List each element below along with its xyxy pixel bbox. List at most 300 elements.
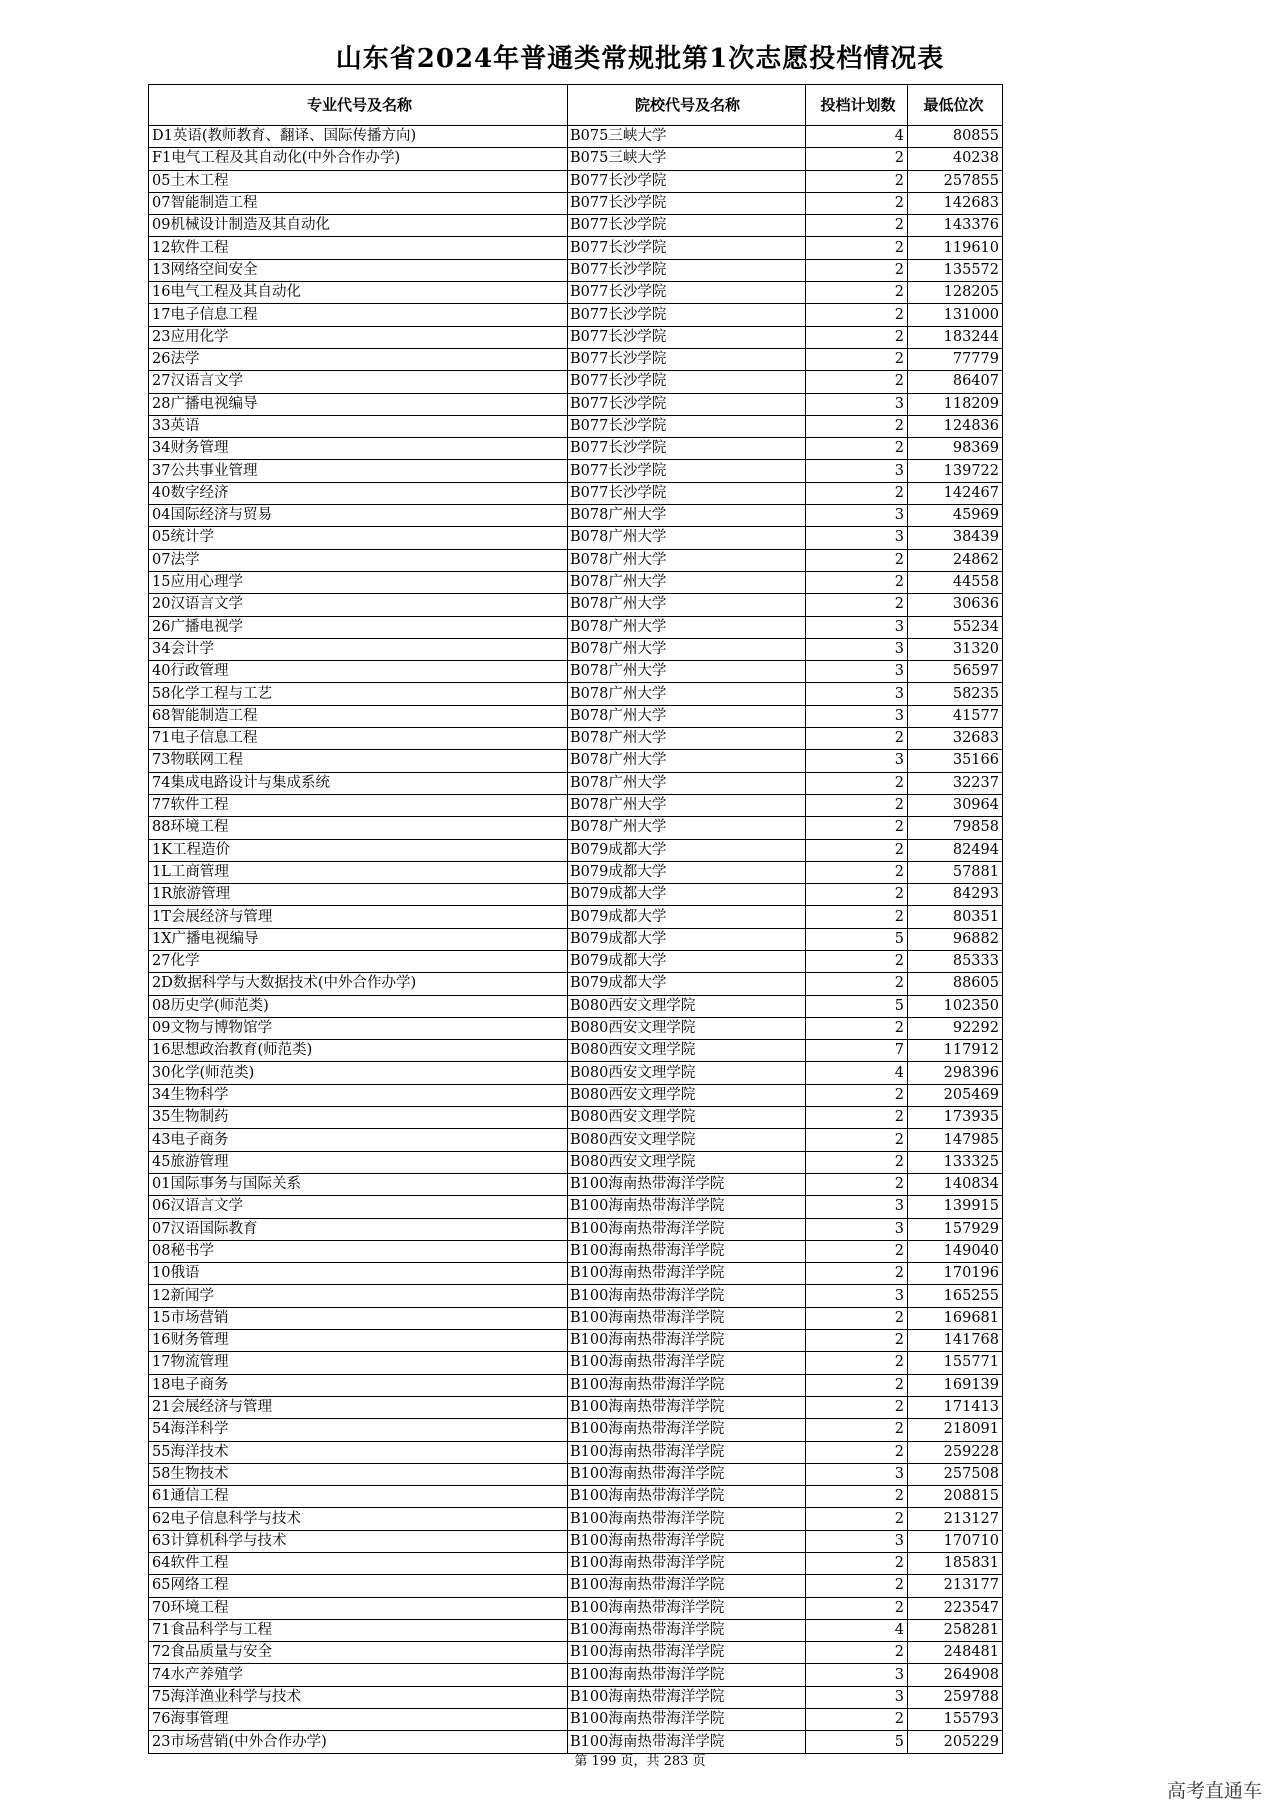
- cell-school: B077长沙学院: [568, 215, 806, 237]
- cell-school: B100海南热带海洋学院: [568, 1686, 806, 1708]
- cell-plan-count: 2: [806, 282, 908, 304]
- table-row: [149, 750, 1003, 772]
- table-row: [149, 1441, 1003, 1463]
- cell-major: 73物联网工程: [149, 750, 568, 772]
- cell-major: 08秘书学: [149, 1240, 568, 1262]
- cell-major: 45旅游管理: [149, 1151, 568, 1173]
- cell-min-rank: 30964: [908, 794, 1003, 816]
- cell-plan-count: 3: [806, 505, 908, 527]
- table-row: [149, 1196, 1003, 1218]
- table-row: [149, 772, 1003, 794]
- cell-school: B077长沙学院: [568, 326, 806, 348]
- cell-plan-count: 2: [806, 482, 908, 504]
- cell-major: 30化学(师范类): [149, 1062, 568, 1084]
- cell-min-rank: 140834: [908, 1173, 1003, 1195]
- table-row: [149, 215, 1003, 237]
- cell-plan-count: 2: [806, 1263, 908, 1285]
- table-row: [149, 1240, 1003, 1262]
- cell-min-rank: 86407: [908, 371, 1003, 393]
- cell-plan-count: 3: [806, 1196, 908, 1218]
- cell-school: B100海南热带海洋学院: [568, 1553, 806, 1575]
- table-row: [149, 638, 1003, 660]
- cell-major: 71电子信息工程: [149, 728, 568, 750]
- table-row: [149, 906, 1003, 928]
- cell-major: 16财务管理: [149, 1330, 568, 1352]
- table-row: [149, 393, 1003, 415]
- cell-min-rank: 124836: [908, 415, 1003, 437]
- table-row: [149, 861, 1003, 883]
- page-footer: 第 199 页，共 283 页: [574, 1754, 706, 1769]
- cell-major: 58化学工程与工艺: [149, 683, 568, 705]
- cell-school: B078广州大学: [568, 616, 806, 638]
- table-row: [149, 1619, 1003, 1641]
- cell-school: B077长沙学院: [568, 237, 806, 259]
- cell-major: 71食品科学与工程: [149, 1619, 568, 1641]
- cell-school: B100海南热带海洋学院: [568, 1575, 806, 1597]
- table-row: [149, 817, 1003, 839]
- cell-min-rank: 142467: [908, 482, 1003, 504]
- cell-plan-count: 3: [806, 750, 908, 772]
- cell-min-rank: 35166: [908, 750, 1003, 772]
- cell-plan-count: 2: [806, 906, 908, 928]
- table-row: [149, 304, 1003, 326]
- cell-min-rank: 155771: [908, 1352, 1003, 1374]
- cell-major: 16思想政治教育(师范类): [149, 1040, 568, 1062]
- table-row: [149, 148, 1003, 170]
- cell-major: 1R旅游管理: [149, 884, 568, 906]
- cell-min-rank: 102350: [908, 995, 1003, 1017]
- cell-plan-count: 2: [806, 1240, 908, 1262]
- cell-plan-count: 2: [806, 1419, 908, 1441]
- table-row: [149, 1285, 1003, 1307]
- cell-plan-count: 2: [806, 884, 908, 906]
- cell-plan-count: 3: [806, 705, 908, 727]
- cell-major: 70环境工程: [149, 1597, 568, 1619]
- cell-plan-count: 2: [806, 772, 908, 794]
- table-row: [149, 192, 1003, 214]
- cell-school: B079成都大学: [568, 839, 806, 861]
- cell-school: B077长沙学院: [568, 393, 806, 415]
- cell-plan-count: 2: [806, 1553, 908, 1575]
- cell-plan-count: 3: [806, 1664, 908, 1686]
- cell-school: B079成都大学: [568, 950, 806, 972]
- cell-plan-count: 2: [806, 571, 908, 593]
- cell-school: B079成都大学: [568, 861, 806, 883]
- cell-school: B100海南热带海洋学院: [568, 1486, 806, 1508]
- cell-major: 40行政管理: [149, 661, 568, 683]
- cell-plan-count: 2: [806, 594, 908, 616]
- table-row: [149, 326, 1003, 348]
- header-plan-count: 投档计划数: [806, 85, 908, 126]
- cell-min-rank: 170710: [908, 1530, 1003, 1552]
- cell-plan-count: 2: [806, 371, 908, 393]
- table-row: [149, 928, 1003, 950]
- table-row: [149, 661, 1003, 683]
- cell-plan-count: 2: [806, 148, 908, 170]
- cell-min-rank: 57881: [908, 861, 1003, 883]
- cell-min-rank: 208815: [908, 1486, 1003, 1508]
- table-row: [149, 549, 1003, 571]
- cell-school: B100海南热带海洋学院: [568, 1709, 806, 1731]
- cell-min-rank: 96882: [908, 928, 1003, 950]
- cell-plan-count: 2: [806, 237, 908, 259]
- table-row: [149, 973, 1003, 995]
- cell-major: 43电子商务: [149, 1129, 568, 1151]
- cell-plan-count: 2: [806, 1597, 908, 1619]
- table-row: [149, 1463, 1003, 1485]
- cell-min-rank: 128205: [908, 282, 1003, 304]
- cell-school: B080西安文理学院: [568, 1129, 806, 1151]
- cell-school: B078广州大学: [568, 549, 806, 571]
- cell-major: 13网络空间安全: [149, 259, 568, 281]
- cell-school: B100海南热带海洋学院: [568, 1463, 806, 1485]
- cell-school: B079成都大学: [568, 928, 806, 950]
- cell-school: B100海南热带海洋学院: [568, 1619, 806, 1641]
- table-row: [149, 1352, 1003, 1374]
- cell-school: B100海南热带海洋学院: [568, 1664, 806, 1686]
- cell-major: 33英语: [149, 415, 568, 437]
- cell-school: B080西安文理学院: [568, 1084, 806, 1106]
- admission-table: [148, 84, 1003, 1754]
- cell-school: B100海南热带海洋学院: [568, 1441, 806, 1463]
- cell-plan-count: 5: [806, 928, 908, 950]
- cell-major: 68智能制造工程: [149, 705, 568, 727]
- table-row: [149, 839, 1003, 861]
- cell-min-rank: 58235: [908, 683, 1003, 705]
- cell-plan-count: 2: [806, 1486, 908, 1508]
- cell-school: B077长沙学院: [568, 415, 806, 437]
- cell-major: 12软件工程: [149, 237, 568, 259]
- cell-min-rank: 133325: [908, 1151, 1003, 1173]
- table-row: [149, 1151, 1003, 1173]
- cell-min-rank: 165255: [908, 1285, 1003, 1307]
- cell-min-rank: 24862: [908, 549, 1003, 571]
- cell-plan-count: 3: [806, 460, 908, 482]
- table-row: [149, 527, 1003, 549]
- table-row: [149, 1709, 1003, 1731]
- cell-plan-count: 2: [806, 415, 908, 437]
- cell-min-rank: 88605: [908, 973, 1003, 995]
- cell-plan-count: 4: [806, 126, 908, 148]
- cell-min-rank: 32683: [908, 728, 1003, 750]
- cell-min-rank: 155793: [908, 1709, 1003, 1731]
- cell-min-rank: 139722: [908, 460, 1003, 482]
- cell-min-rank: 38439: [908, 527, 1003, 549]
- cell-school: B100海南热带海洋学院: [568, 1285, 806, 1307]
- table-row: [149, 505, 1003, 527]
- cell-plan-count: 3: [806, 1686, 908, 1708]
- cell-school: B077长沙学院: [568, 460, 806, 482]
- table-row: [149, 950, 1003, 972]
- cell-major: 34生物科学: [149, 1084, 568, 1106]
- cell-min-rank: 169139: [908, 1374, 1003, 1396]
- cell-min-rank: 141768: [908, 1330, 1003, 1352]
- cell-major: 06汉语言文学: [149, 1196, 568, 1218]
- cell-school: B079成都大学: [568, 906, 806, 928]
- cell-min-rank: 264908: [908, 1664, 1003, 1686]
- table-row: [149, 348, 1003, 370]
- cell-min-rank: 119610: [908, 237, 1003, 259]
- cell-major: 1T会展经济与管理: [149, 906, 568, 928]
- cell-plan-count: 2: [806, 1508, 908, 1530]
- cell-min-rank: 131000: [908, 304, 1003, 326]
- cell-min-rank: 80855: [908, 126, 1003, 148]
- table-row: [149, 126, 1003, 148]
- cell-school: B100海南热带海洋学院: [568, 1508, 806, 1530]
- cell-min-rank: 223547: [908, 1597, 1003, 1619]
- cell-min-rank: 77779: [908, 348, 1003, 370]
- table-body: [149, 126, 1003, 1754]
- cell-plan-count: 4: [806, 1062, 908, 1084]
- cell-plan-count: 3: [806, 393, 908, 415]
- cell-plan-count: 2: [806, 950, 908, 972]
- cell-major: 16电气工程及其自动化: [149, 282, 568, 304]
- table-row: [149, 438, 1003, 460]
- cell-plan-count: 4: [806, 1619, 908, 1641]
- cell-major: 09文物与博物馆学: [149, 1017, 568, 1039]
- cell-school: B077长沙学院: [568, 170, 806, 192]
- cell-min-rank: 185831: [908, 1553, 1003, 1575]
- table-row: [149, 1597, 1003, 1619]
- table-row: [149, 415, 1003, 437]
- table-row: [149, 1396, 1003, 1418]
- cell-plan-count: 3: [806, 661, 908, 683]
- cell-min-rank: 205229: [908, 1731, 1003, 1753]
- cell-plan-count: 2: [806, 1330, 908, 1352]
- cell-school: B100海南热带海洋学院: [568, 1352, 806, 1374]
- table-row: [149, 683, 1003, 705]
- cell-min-rank: 31320: [908, 638, 1003, 660]
- cell-major: 15应用心理学: [149, 571, 568, 593]
- cell-major: 37公共事业管理: [149, 460, 568, 482]
- cell-min-rank: 85333: [908, 950, 1003, 972]
- table-row: [149, 728, 1003, 750]
- cell-major: 23应用化学: [149, 326, 568, 348]
- table-row: [149, 794, 1003, 816]
- cell-plan-count: 2: [806, 817, 908, 839]
- cell-school: B078广州大学: [568, 817, 806, 839]
- cell-plan-count: 2: [806, 1173, 908, 1195]
- cell-min-rank: 82494: [908, 839, 1003, 861]
- cell-min-rank: 41577: [908, 705, 1003, 727]
- cell-major: 1K工程造价: [149, 839, 568, 861]
- cell-plan-count: 2: [806, 1441, 908, 1463]
- cell-plan-count: 3: [806, 1285, 908, 1307]
- cell-plan-count: 2: [806, 1129, 908, 1151]
- cell-major: 27汉语言文学: [149, 371, 568, 393]
- cell-min-rank: 142683: [908, 192, 1003, 214]
- cell-major: 05统计学: [149, 527, 568, 549]
- cell-plan-count: 2: [806, 549, 908, 571]
- cell-min-rank: 143376: [908, 215, 1003, 237]
- cell-school: B100海南热带海洋学院: [568, 1374, 806, 1396]
- cell-min-rank: 169681: [908, 1307, 1003, 1329]
- cell-school: B100海南热带海洋学院: [568, 1396, 806, 1418]
- cell-major: 40数字经济: [149, 482, 568, 504]
- table-row: [149, 1062, 1003, 1084]
- table-row: [149, 594, 1003, 616]
- table-row: [149, 1664, 1003, 1686]
- table-header-row: [149, 85, 1003, 126]
- cell-min-rank: 32237: [908, 772, 1003, 794]
- cell-major: 09机械设计制造及其自动化: [149, 215, 568, 237]
- cell-plan-count: 2: [806, 1352, 908, 1374]
- cell-plan-count: 2: [806, 1575, 908, 1597]
- cell-major: 10俄语: [149, 1263, 568, 1285]
- table-row: [149, 371, 1003, 393]
- cell-school: B077长沙学院: [568, 304, 806, 326]
- cell-plan-count: 5: [806, 995, 908, 1017]
- cell-school: B079成都大学: [568, 973, 806, 995]
- cell-min-rank: 92292: [908, 1017, 1003, 1039]
- cell-min-rank: 171413: [908, 1396, 1003, 1418]
- table-row: [149, 1486, 1003, 1508]
- table-row: [149, 1508, 1003, 1530]
- table-row: [149, 705, 1003, 727]
- header-min-rank: 最低位次: [908, 85, 1003, 126]
- table-row: [149, 282, 1003, 304]
- cell-school: B077长沙学院: [568, 259, 806, 281]
- cell-school: B077长沙学院: [568, 348, 806, 370]
- cell-school: B080西安文理学院: [568, 1107, 806, 1129]
- cell-min-rank: 30636: [908, 594, 1003, 616]
- cell-plan-count: 2: [806, 438, 908, 460]
- cell-major: 61通信工程: [149, 1486, 568, 1508]
- cell-major: 74集成电路设计与集成系统: [149, 772, 568, 794]
- cell-major: 12新闻学: [149, 1285, 568, 1307]
- cell-plan-count: 2: [806, 1107, 908, 1129]
- cell-major: 1L工商管理: [149, 861, 568, 883]
- cell-min-rank: 218091: [908, 1419, 1003, 1441]
- cell-min-rank: 173935: [908, 1107, 1003, 1129]
- cell-plan-count: 2: [806, 1307, 908, 1329]
- table-row: [149, 1419, 1003, 1441]
- cell-plan-count: 2: [806, 215, 908, 237]
- cell-school: B078广州大学: [568, 661, 806, 683]
- cell-plan-count: 2: [806, 1709, 908, 1731]
- table-row: [149, 1017, 1003, 1039]
- table-row: [149, 1040, 1003, 1062]
- table-row: [149, 1129, 1003, 1151]
- cell-school: B075三峡大学: [568, 148, 806, 170]
- cell-plan-count: 2: [806, 1084, 908, 1106]
- cell-major: 65网络工程: [149, 1575, 568, 1597]
- watermark: 高考直通车: [1166, 1780, 1262, 1802]
- cell-plan-count: 7: [806, 1040, 908, 1062]
- cell-plan-count: 2: [806, 326, 908, 348]
- cell-major: 21会展经济与管理: [149, 1396, 568, 1418]
- cell-major: F1电气工程及其自动化(中外合作办学): [149, 148, 568, 170]
- cell-min-rank: 55234: [908, 616, 1003, 638]
- cell-school: B100海南热带海洋学院: [568, 1597, 806, 1619]
- cell-min-rank: 79858: [908, 817, 1003, 839]
- cell-major: 75海洋渔业科学与技术: [149, 1686, 568, 1708]
- cell-school: B100海南热带海洋学院: [568, 1218, 806, 1240]
- table-row: [149, 1084, 1003, 1106]
- table-row: [149, 571, 1003, 593]
- cell-school: B075三峡大学: [568, 126, 806, 148]
- cell-min-rank: 213127: [908, 1508, 1003, 1530]
- table-row: [149, 1575, 1003, 1597]
- cell-major: 17电子信息工程: [149, 304, 568, 326]
- cell-major: 01国际事务与国际关系: [149, 1173, 568, 1195]
- cell-plan-count: 2: [806, 1017, 908, 1039]
- cell-school: B100海南热带海洋学院: [568, 1530, 806, 1552]
- cell-plan-count: 2: [806, 861, 908, 883]
- cell-school: B080西安文理学院: [568, 1151, 806, 1173]
- cell-major: 15市场营销: [149, 1307, 568, 1329]
- cell-major: 77软件工程: [149, 794, 568, 816]
- cell-school: B077长沙学院: [568, 438, 806, 460]
- cell-school: B100海南热带海洋学院: [568, 1419, 806, 1441]
- cell-major: 04国际经济与贸易: [149, 505, 568, 527]
- cell-school: B077长沙学院: [568, 371, 806, 393]
- cell-major: 64软件工程: [149, 1553, 568, 1575]
- cell-min-rank: 149040: [908, 1240, 1003, 1262]
- table-row: [149, 1642, 1003, 1664]
- header-major: 专业代号及名称: [149, 85, 568, 126]
- cell-plan-count: 2: [806, 973, 908, 995]
- cell-school: B100海南热带海洋学院: [568, 1642, 806, 1664]
- cell-major: 28广播电视编导: [149, 393, 568, 415]
- cell-school: B078广州大学: [568, 527, 806, 549]
- cell-min-rank: 80351: [908, 906, 1003, 928]
- cell-major: 17物流管理: [149, 1352, 568, 1374]
- cell-min-rank: 248481: [908, 1642, 1003, 1664]
- cell-major: 26法学: [149, 348, 568, 370]
- table-row: [149, 1218, 1003, 1240]
- table-row: [149, 1553, 1003, 1575]
- cell-plan-count: 3: [806, 1463, 908, 1485]
- cell-school: B078广州大学: [568, 505, 806, 527]
- table-row: [149, 170, 1003, 192]
- table-row: [149, 1530, 1003, 1552]
- cell-school: B078广州大学: [568, 683, 806, 705]
- cell-plan-count: 3: [806, 638, 908, 660]
- cell-min-rank: 157929: [908, 1218, 1003, 1240]
- header-school: 院校代号及名称: [568, 85, 806, 126]
- cell-school: B080西安文理学院: [568, 1040, 806, 1062]
- cell-plan-count: 2: [806, 348, 908, 370]
- cell-min-rank: 183244: [908, 326, 1003, 348]
- table-row: [149, 1307, 1003, 1329]
- table-row: [149, 482, 1003, 504]
- cell-plan-count: 2: [806, 794, 908, 816]
- cell-plan-count: 3: [806, 1530, 908, 1552]
- cell-plan-count: 3: [806, 527, 908, 549]
- cell-major: 08历史学(师范类): [149, 995, 568, 1017]
- table-row: [149, 1330, 1003, 1352]
- cell-plan-count: 3: [806, 683, 908, 705]
- cell-major: 74水产养殖学: [149, 1664, 568, 1686]
- table-row: [149, 1686, 1003, 1708]
- table-row: [149, 460, 1003, 482]
- cell-major: 88环境工程: [149, 817, 568, 839]
- cell-min-rank: 298396: [908, 1062, 1003, 1084]
- cell-major: 58生物技术: [149, 1463, 568, 1485]
- table-row: [149, 237, 1003, 259]
- cell-min-rank: 257855: [908, 170, 1003, 192]
- cell-min-rank: 213177: [908, 1575, 1003, 1597]
- cell-major: 35生物制药: [149, 1107, 568, 1129]
- cell-major: 18电子商务: [149, 1374, 568, 1396]
- cell-min-rank: 135572: [908, 259, 1003, 281]
- table-row: [149, 616, 1003, 638]
- cell-major: 20汉语言文学: [149, 594, 568, 616]
- cell-min-rank: 259228: [908, 1441, 1003, 1463]
- cell-major: 07法学: [149, 549, 568, 571]
- cell-plan-count: 5: [806, 1731, 908, 1753]
